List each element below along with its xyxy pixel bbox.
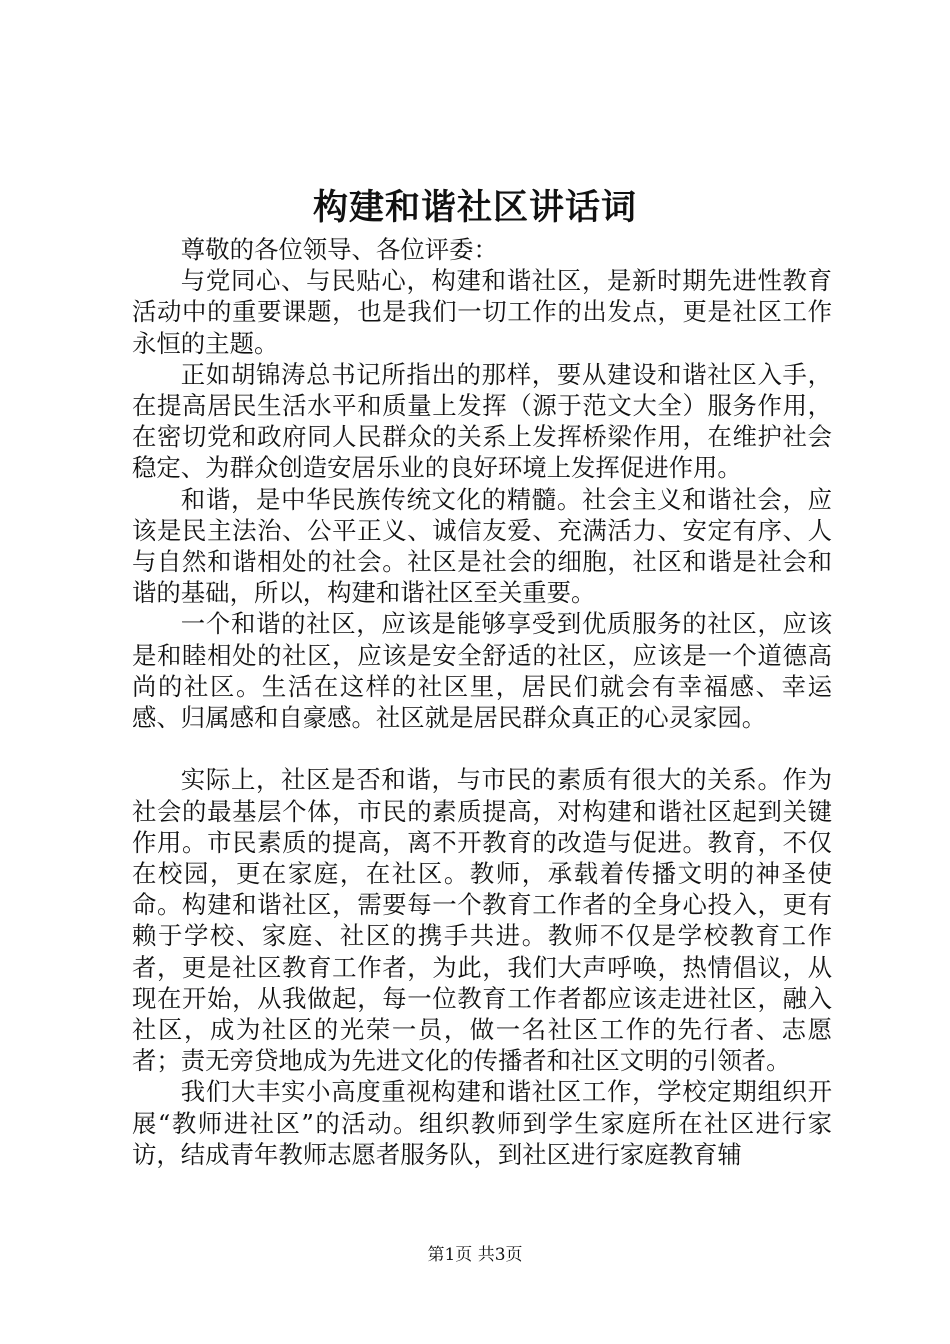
paragraph: 实际上，社区是否和谐，与市民的素质有很大的关系。作为社会的最基层个体，市民的素质提高，对构建和谐社区起到关键作用。市民素质的提高，离不开教育的改造与促进。教育，不仅在校园，更在家庭，在社区。教师，承载着传播文明的神圣使命。构建和谐社区，需要每一个教育工作者的全身心投入，更有赖于学校、家庭、社区的携手共进。教师不仅是学校教育工作者，更是社区教育工作者，为此，我们大声呼唤，热情倡议，从现在开始，从我做起，每一位教育工作者都应该走进社区，融入社区，成为社区的光荣一员，做一名社区工作的先行者、志愿者；责无旁贷地成为先进文化的传播者和社区文明的引领者。 — [132, 765, 832, 1076]
blank-line — [132, 733, 832, 764]
document-body — [132, 234, 832, 1170]
paragraph-salutation: 尊敬的各位领导、各位评委： — [180, 235, 498, 264]
paragraph: 我们大丰实小高度重视构建和谐社区工作，学校定期组织开展“教师进社区”的活动。组织教师到学生家庭所在社区进行家访，结成青年教师志愿者服务队，到社区进行家庭教育辅 — [132, 1077, 832, 1169]
page-number-footer: 第1页 共3页 — [427, 1245, 523, 1265]
paragraph: 正如胡锦涛总书记所指出的那样，要从建设和谐社区入手，在提高居民生活水平和质量上发挥（源于范文大全）服务作用，在密切党和政府同人民群众的关系上发挥桥梁作用，在维护社会稳定、为群众创造安居乐业的良好环境上发挥促进作用。 — [132, 359, 832, 483]
document-title: 构建和谐社区讲话词 — [312, 187, 637, 228]
paragraph: 一个和谐的社区，应该是能够享受到优质服务的社区，应该是和睦相处的社区，应该是安全舒适的社区，应该是一个道德高尚的社区。生活在这样的社区里，居民们就会有幸福感、幸运感、归属感和自豪感。社区就是居民群众真正的心灵家园。 — [132, 609, 832, 733]
paragraph: 和谐，是中华民族传统文化的精髓。社会主义和谐社会，应该是民主法治、公平正义、诚信友爱、充满活力、安定有序、人与自然和谐相处的社会。社区是社会的细胞，社区和谐是社会和谐的基础，所以，构建和谐社区至关重要。 — [132, 484, 832, 608]
paragraph: 与党同心、与民贴心，构建和谐社区，是新时期先进性教育活动中的重要课题，也是我们一切工作的出发点，更是社区工作永恒的主题。 — [132, 266, 832, 358]
